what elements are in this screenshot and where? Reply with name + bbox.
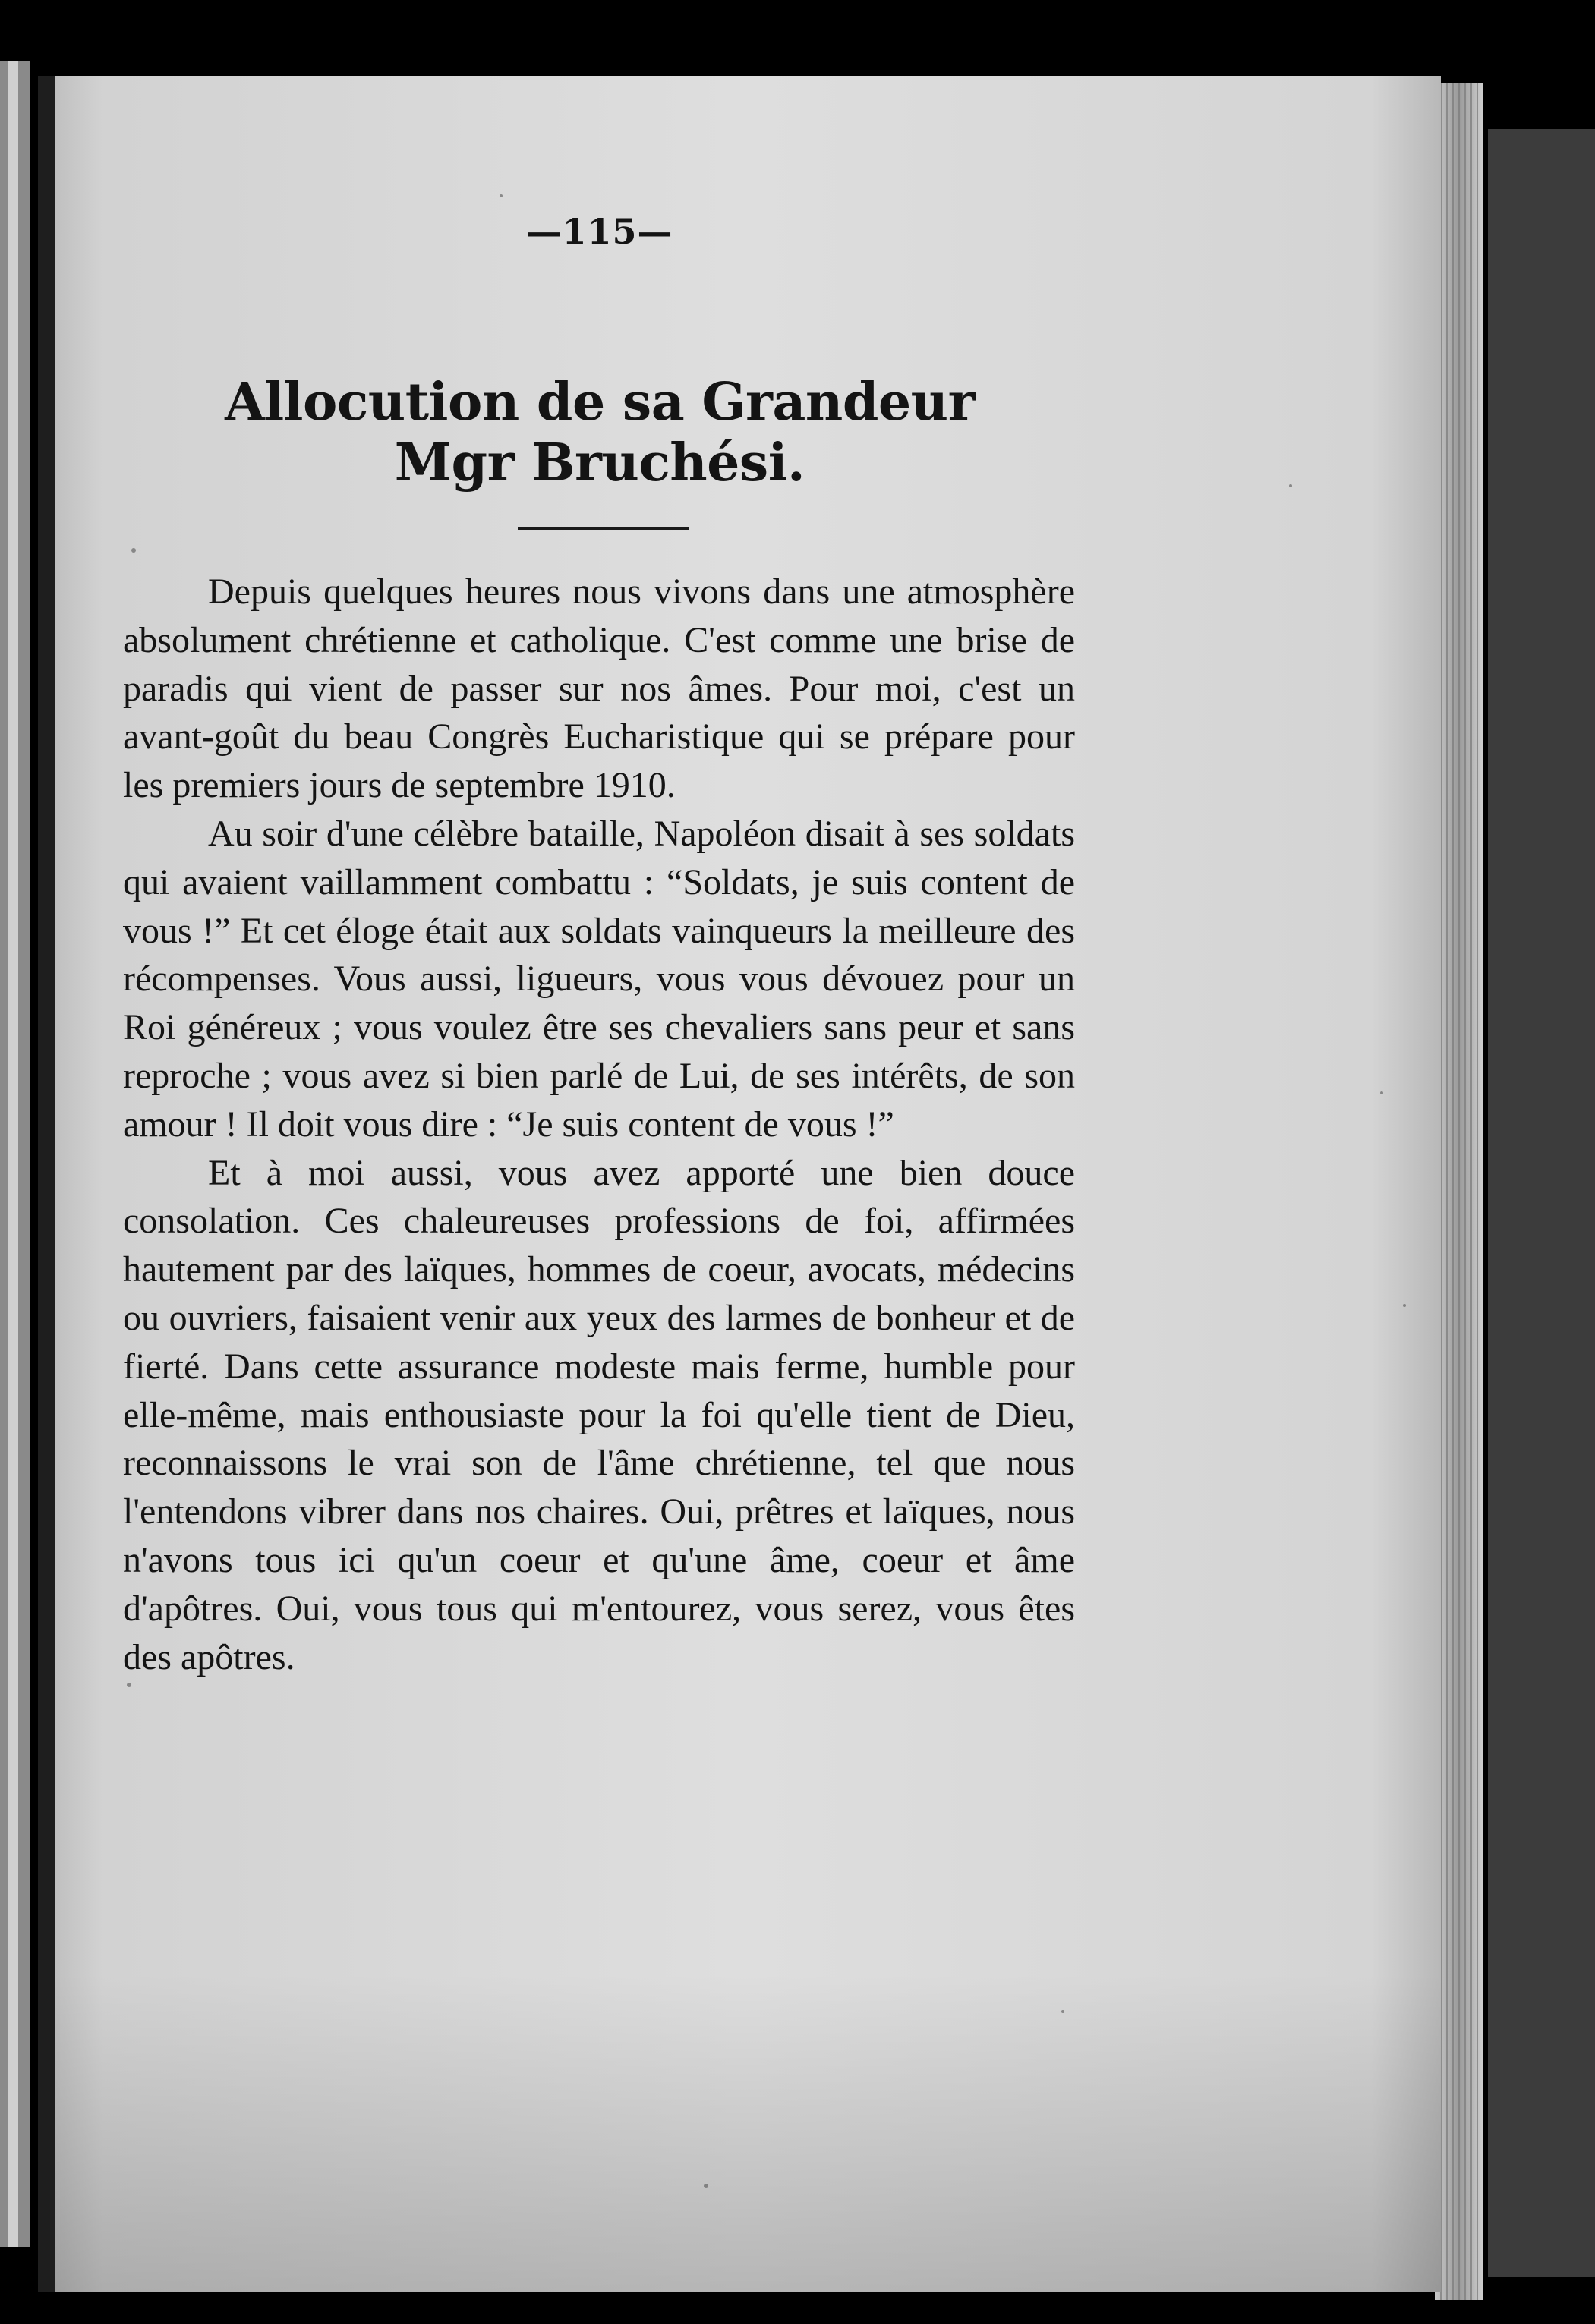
paragraph-3: Et à moi aussi, vous avez apporté une bien douce consolation. Ces chaleureuses professions de foi, affirmées hautement par des laïques, hommes de coeur, avocats, médecins ou ouvriers, faisaient venir aux yeux des larmes de bonheur et de fierté. Dans cette assurance modeste mais ferme, humble pour elle-même, mais enthousiaste pour la foi qu'elle tient de Dieu, reconnaissons le vrai son de l'âme chrétienne, tel que nous l'entendons vibrer dans nos chaires. Oui, prêtres et laïques, nous n'avons tous ici qu'un coeur et qu'une âme, coeur et âme d'apôtres. Oui, vous tous qui m'entourez, vous serez, vous êtes des apôtres. <box>123 1152 1075 1677</box>
paragraph-2: Au soir d'une célèbre bataille, Napoléon disait à ses soldats qui avaient vaillamment combattu : “Soldats, je suis content de vous !” Et cet éloge était aux soldats vainqueurs la meilleure des récompenses. Vous aussi, ligueurs, vous vous dévouez pour un Roi généreux ; vous voulez être ses chevaliers sans peur et sans reproche ; vous avez si bien parlé de Lui, de ses intérêts, de son amour ! Il doit vous dire : “Je suis content de vous !” <box>123 813 1075 1145</box>
body-text <box>123 568 1075 1681</box>
title-line-1: Allocution de sa Grandeur <box>225 372 975 433</box>
page-title <box>152 372 1048 493</box>
title-divider <box>518 527 689 530</box>
paragraph-1: Depuis quelques heures nous vivons dans une atmosphère absolument chrétienne et catholique. C'est comme une brise de paradis qui vient de passer sur nos âmes. Pour moi, c'est un avant-goût du beau Congrès Eucharistique qui se prépare pour les premiers jours de septembre 1910. <box>123 572 1075 806</box>
page-number: —115— <box>526 211 673 252</box>
title-line-2: Mgr Bruchési. <box>394 433 805 493</box>
